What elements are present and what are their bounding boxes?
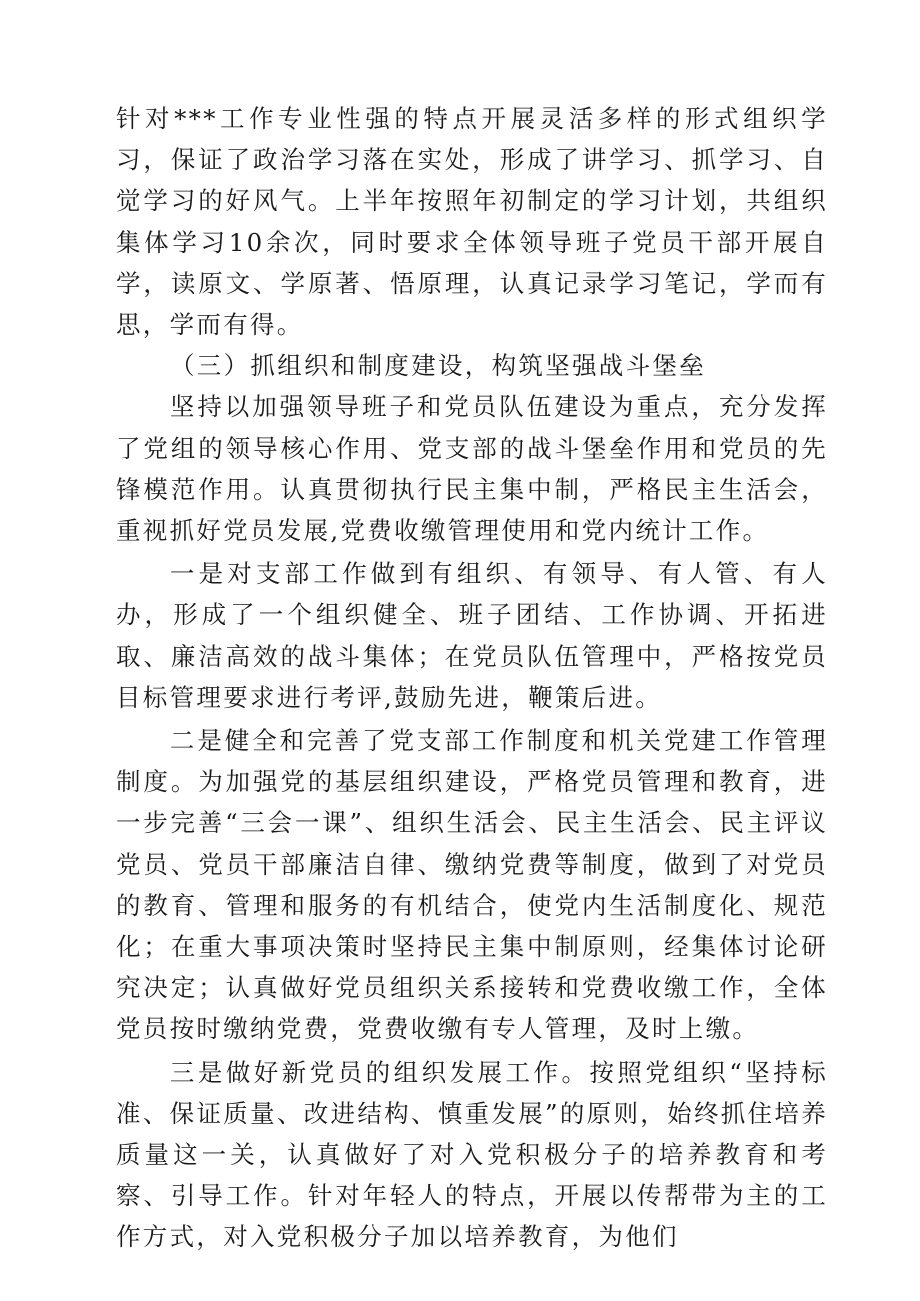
paragraph-point-two: 二是健全和完善了党支部工作制度和机关党建工作管理制度。为加强党的基层组织建设，严格党员管理和教育，进一步完善“三会一课”、组织生活会、民主生活会、民主评议党员、党员干部廉洁自律、缴纳党费等制度，做到了对党员的教育、管理和服务的有机结合，使党内生活制度化、规范化；在重大事项决策时坚持民主集中制原则，经集体讨论研究决定；认真做好党员组织关系接转和党费收缴工作，全体党员按时缴纳党费，党费收缴有专人管理，及时上缴。: [116, 726, 828, 1044]
paragraph-point-one: 一是对支部工作做到有组织、有领导、有人管、有人办，形成了一个组织健全、班子团结、工作协调、开拓进取、廉洁高效的战斗集体；在党员队伍管理中，严格按党员目标管理要求进行考评,鼓励先进，鞭策后进。: [116, 559, 828, 712]
paragraph-study-organization: 针对***工作专业性强的特点开展灵活多样的形式组织学习，保证了政治学习落在实处，形成了讲学习、抓学习、自觉学习的好风气。上半年按照年初制定的学习计划，共组织集体学习10余次，同时要求全体领导班子党员干部开展自学，读原文、学原著、悟原理，认真记录学习笔记，学而有思，学而有得。: [116, 104, 828, 340]
section-heading-three: （三）抓组织和制度建设，构筑坚强战斗堡垒: [170, 351, 706, 381]
paragraph-team-building: 坚持以加强领导班子和党员队伍建设为重点，充分发挥了党组的领导核心作用、党支部的战斗堡垒作用和党员的先锋模范作用。认真贯彻执行民主集中制，严格民主生活会，重视抓好党员发展,党费收缴管理使用和党内统计工作。: [116, 392, 828, 546]
paragraph-point-three: 三是做好新党员的组织发展工作。按照党组织“坚持标准、保证质量、改进结构、慎重发展”的原则，始终抓住培养质量这一关，认真做好了对入党积极分子的培养教育和考察、引导工作。针对年轻人的特点，开展以传帮带为主的工作方式，对入党积极分子加以培养教育，为他们: [116, 1057, 828, 1252]
document-body: [116, 98, 828, 1258]
